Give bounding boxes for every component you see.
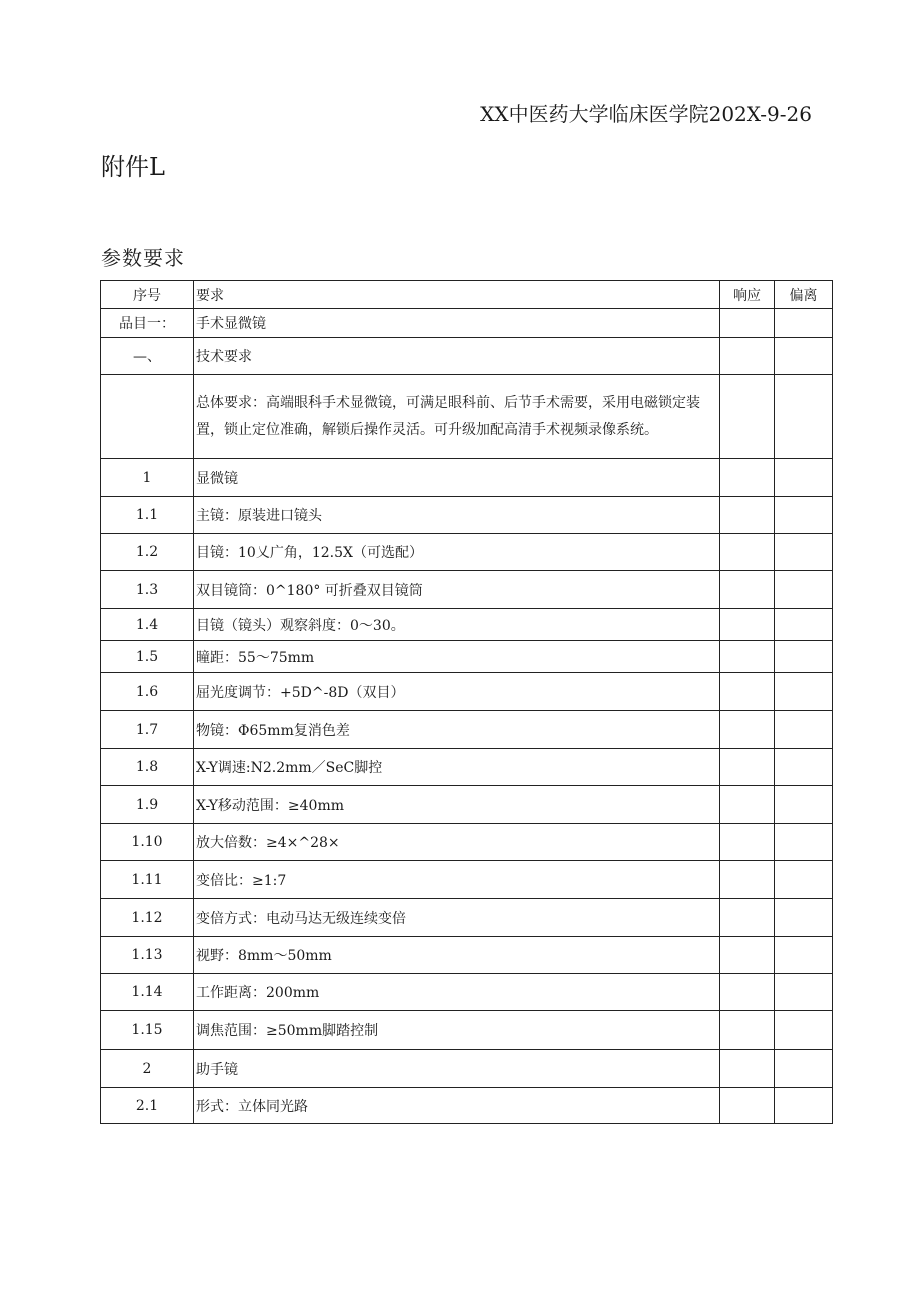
row-requirement: 总体要求：高端眼科手术显微镜，可满足眼科前、后节手术需要，采用电磁锁定装置，锁止定位准确，解锁后操作灵活。可升级加配高清手术视频录像系统。 — [194, 375, 720, 459]
table-row — [101, 786, 833, 824]
row-no — [101, 375, 194, 459]
row-no: 1.9 — [101, 786, 194, 824]
header-deviation: 偏离 — [775, 281, 833, 309]
row-requirement: 目镜（镜头）观察斜度：0〜30。 — [194, 609, 720, 641]
row-deviation-cell[interactable] — [775, 899, 833, 937]
row-response-cell[interactable] — [720, 786, 775, 824]
row-requirement: 助手镜 — [194, 1050, 720, 1088]
section-title: 参数要求 — [101, 246, 185, 270]
row-no: 1.8 — [101, 749, 194, 786]
row-response-cell[interactable] — [720, 309, 775, 338]
row-requirement: 目镜：10乂广角，12.5X（可选配） — [194, 534, 720, 571]
table-row — [101, 534, 833, 571]
row-response-cell[interactable] — [720, 375, 775, 459]
table-row — [101, 459, 833, 497]
row-deviation-cell[interactable] — [775, 609, 833, 641]
row-no: 1.6 — [101, 673, 194, 711]
row-deviation-cell[interactable] — [775, 641, 833, 673]
row-no: 品目一： — [101, 309, 194, 338]
row-response-cell[interactable] — [720, 673, 775, 711]
table-row — [101, 711, 833, 749]
row-no: 1.7 — [101, 711, 194, 749]
row-response-cell[interactable] — [720, 711, 775, 749]
row-response-cell[interactable] — [720, 571, 775, 609]
row-no: 1.10 — [101, 824, 194, 861]
row-deviation-cell[interactable] — [775, 749, 833, 786]
table-row — [101, 571, 833, 609]
table-row — [101, 673, 833, 711]
row-response-cell[interactable] — [720, 338, 775, 375]
row-requirement: 双目镜筒：0^180° 可折叠双目镜筒 — [194, 571, 720, 609]
row-response-cell[interactable] — [720, 937, 775, 974]
table-row — [101, 375, 833, 459]
row-deviation-cell[interactable] — [775, 375, 833, 459]
row-deviation-cell[interactable] — [775, 571, 833, 609]
row-requirement: 调焦范围：≥50mm脚踏控制 — [194, 1011, 720, 1050]
row-no: 1.3 — [101, 571, 194, 609]
row-response-cell[interactable] — [720, 534, 775, 571]
table-row — [101, 497, 833, 534]
row-no: 1.14 — [101, 974, 194, 1011]
row-requirement: X-Y调速:N2.2mm／SeC脚控 — [194, 749, 720, 786]
row-no: 1.11 — [101, 861, 194, 899]
row-deviation-cell[interactable] — [775, 974, 833, 1011]
table-row — [101, 937, 833, 974]
row-response-cell[interactable] — [720, 459, 775, 497]
row-requirement: X-Y移动范围：≥40mm — [194, 786, 720, 824]
row-no: 1.12 — [101, 899, 194, 937]
row-no: 1.2 — [101, 534, 194, 571]
row-no: 1.1 — [101, 497, 194, 534]
row-requirement: 技术要求 — [194, 338, 720, 375]
row-deviation-cell[interactable] — [775, 459, 833, 497]
row-response-cell[interactable] — [720, 824, 775, 861]
row-response-cell[interactable] — [720, 1011, 775, 1050]
row-response-cell[interactable] — [720, 749, 775, 786]
row-requirement: 放大倍数：≥4×^28× — [194, 824, 720, 861]
row-requirement: 屈光度调节：+5D^-8D（双目） — [194, 673, 720, 711]
row-response-cell[interactable] — [720, 974, 775, 1011]
table-row — [101, 899, 833, 937]
header-institution-date: XX中医药大学临床医学院202X-9-26 — [480, 102, 812, 126]
table-row — [101, 338, 833, 375]
row-requirement: 物镜：Φ65mm复消色差 — [194, 711, 720, 749]
row-deviation-cell[interactable] — [775, 534, 833, 571]
row-response-cell[interactable] — [720, 609, 775, 641]
row-deviation-cell[interactable] — [775, 824, 833, 861]
row-deviation-cell[interactable] — [775, 338, 833, 375]
row-response-cell[interactable] — [720, 861, 775, 899]
row-no: 1 — [101, 459, 194, 497]
row-deviation-cell[interactable] — [775, 497, 833, 534]
row-response-cell[interactable] — [720, 1088, 775, 1124]
table-row — [101, 1050, 833, 1088]
table-header-row — [101, 281, 833, 309]
requirements-table — [100, 280, 833, 1124]
table-row — [101, 1011, 833, 1050]
table-row — [101, 749, 833, 786]
table-row — [101, 861, 833, 899]
row-deviation-cell[interactable] — [775, 937, 833, 974]
table-row — [101, 609, 833, 641]
table-row — [101, 1088, 833, 1124]
header-no: 序号 — [101, 281, 194, 309]
header-response: 响应 — [720, 281, 775, 309]
table-row — [101, 641, 833, 673]
row-requirement: 变倍方式：电动马达无级连续变倍 — [194, 899, 720, 937]
table-row — [101, 974, 833, 1011]
row-requirement: 变倍比：≥1:7 — [194, 861, 720, 899]
row-no: 1.5 — [101, 641, 194, 673]
row-response-cell[interactable] — [720, 899, 775, 937]
row-response-cell[interactable] — [720, 497, 775, 534]
row-requirement: 显微镜 — [194, 459, 720, 497]
row-deviation-cell[interactable] — [775, 1050, 833, 1088]
row-deviation-cell[interactable] — [775, 673, 833, 711]
row-deviation-cell[interactable] — [775, 1011, 833, 1050]
row-deviation-cell[interactable] — [775, 861, 833, 899]
row-deviation-cell[interactable] — [775, 309, 833, 338]
row-requirement: 视野：8mm〜50mm — [194, 937, 720, 974]
row-requirement: 形式：立体同光路 — [194, 1088, 720, 1124]
row-response-cell[interactable] — [720, 1050, 775, 1088]
row-response-cell[interactable] — [720, 641, 775, 673]
header-requirement: 要求 — [194, 281, 720, 309]
row-no: 1.13 — [101, 937, 194, 974]
row-requirement: 手术显微镜 — [194, 309, 720, 338]
row-deviation-cell[interactable] — [775, 1088, 833, 1124]
row-requirement: 瞳距：55〜75mm — [194, 641, 720, 673]
table-row — [101, 309, 833, 338]
row-requirement: 工作距离：200mm — [194, 974, 720, 1011]
attachment-label: 附件L — [101, 153, 165, 181]
row-deviation-cell[interactable] — [775, 711, 833, 749]
row-no: 2.1 — [101, 1088, 194, 1124]
row-requirement: 主镜：原装进口镜头 — [194, 497, 720, 534]
row-no: 2 — [101, 1050, 194, 1088]
table-row — [101, 824, 833, 861]
row-no: 1.15 — [101, 1011, 194, 1050]
row-no: —、 — [101, 338, 194, 375]
row-deviation-cell[interactable] — [775, 786, 833, 824]
row-no: 1.4 — [101, 609, 194, 641]
